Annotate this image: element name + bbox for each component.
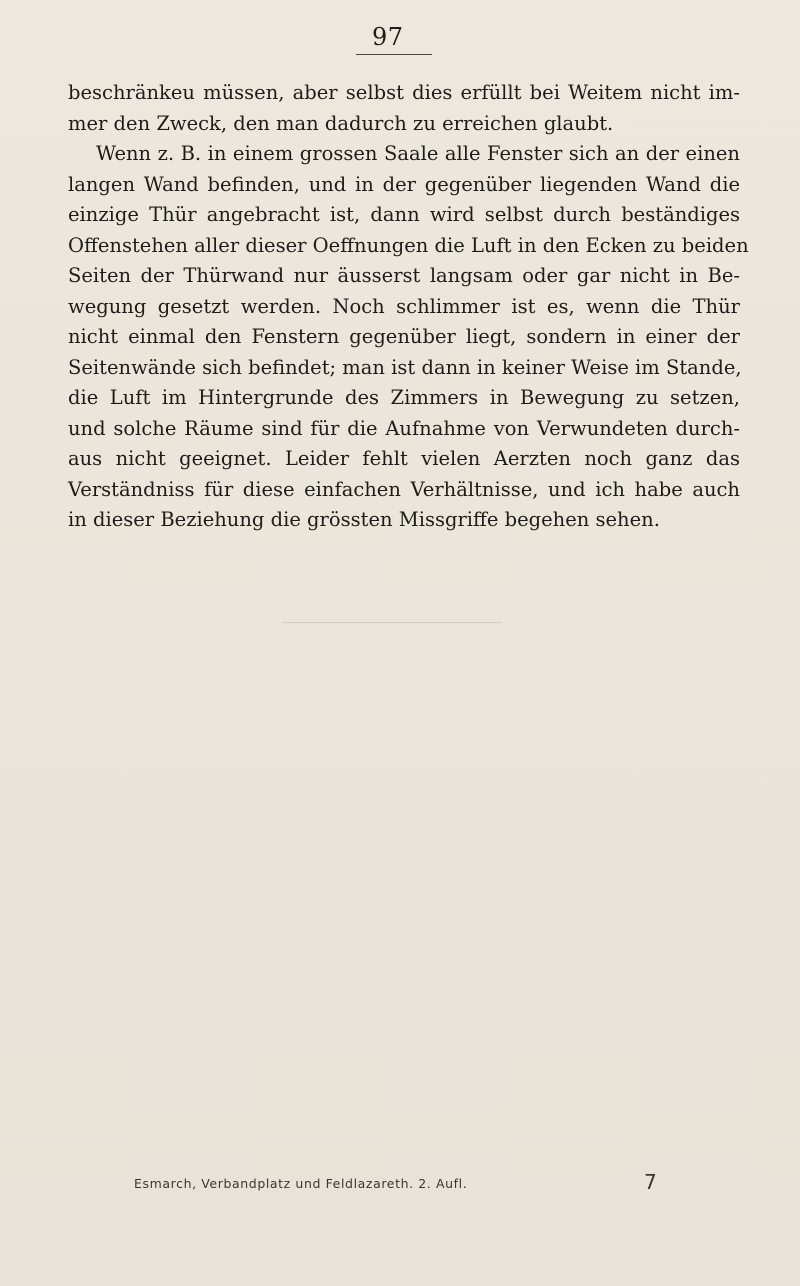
text-line: Seitenwände sich befindet; man ist dann in keiner Weise im Stande, [68,355,742,379]
text-line: in dieser Beziehung die grössten Missgriffe begehen sehen. [68,508,660,531]
header-rule [356,54,432,55]
text-line: beschränkeu müssen, aber selbst dies erfüllt bei Weitem nicht im- [68,81,740,104]
text-line: aus nicht geeignet. Leider fehlt vielen Aerzten noch ganz das [68,447,740,470]
text-line: mer den Zweck, den man dadurch zu erreichen glaubt. [68,111,614,135]
body-text [68,78,749,536]
footer-signature: Esmarch, Verbandplatz und Feldlazareth. 2. Aufl. [134,1176,468,1191]
text-line: Verständniss für diese einfachen Verhältnisse, und ich habe auch [68,477,740,501]
text-line: Seiten der Thürwand nur äusserst langsam oder gar nicht in Be- [68,264,740,287]
text-line: die Luft im Hintergrunde des Zimmers in Bewegung zu setzen, [68,386,740,409]
page-number: 97 [372,23,404,51]
text-line: wegung gesetzt werden. Noch schlimmer ist es, wenn die Thür [68,294,740,318]
text-line: Wenn z. B. in einem grossen Saale alle Fenster sich an der einen [96,142,740,165]
text-line: Offenstehen aller dieser Oeffnungen die Luft in den Ecken zu beiden [68,233,749,257]
text-line: langen Wand befinden, und in der gegenüber liegenden Wand die [68,172,740,196]
text-line: nicht einmal den Fenstern gegenüber liegt, sondern in einer der [68,325,740,348]
footer-sheet-mark: 7 [644,1170,657,1194]
text-line: und solche Räume sind für die Aufnahme von Verwundeten durch- [68,416,740,440]
text-line: einzige Thür angebracht ist, dann wird selbst durch beständiges [68,203,740,226]
faint-divider [282,622,502,623]
